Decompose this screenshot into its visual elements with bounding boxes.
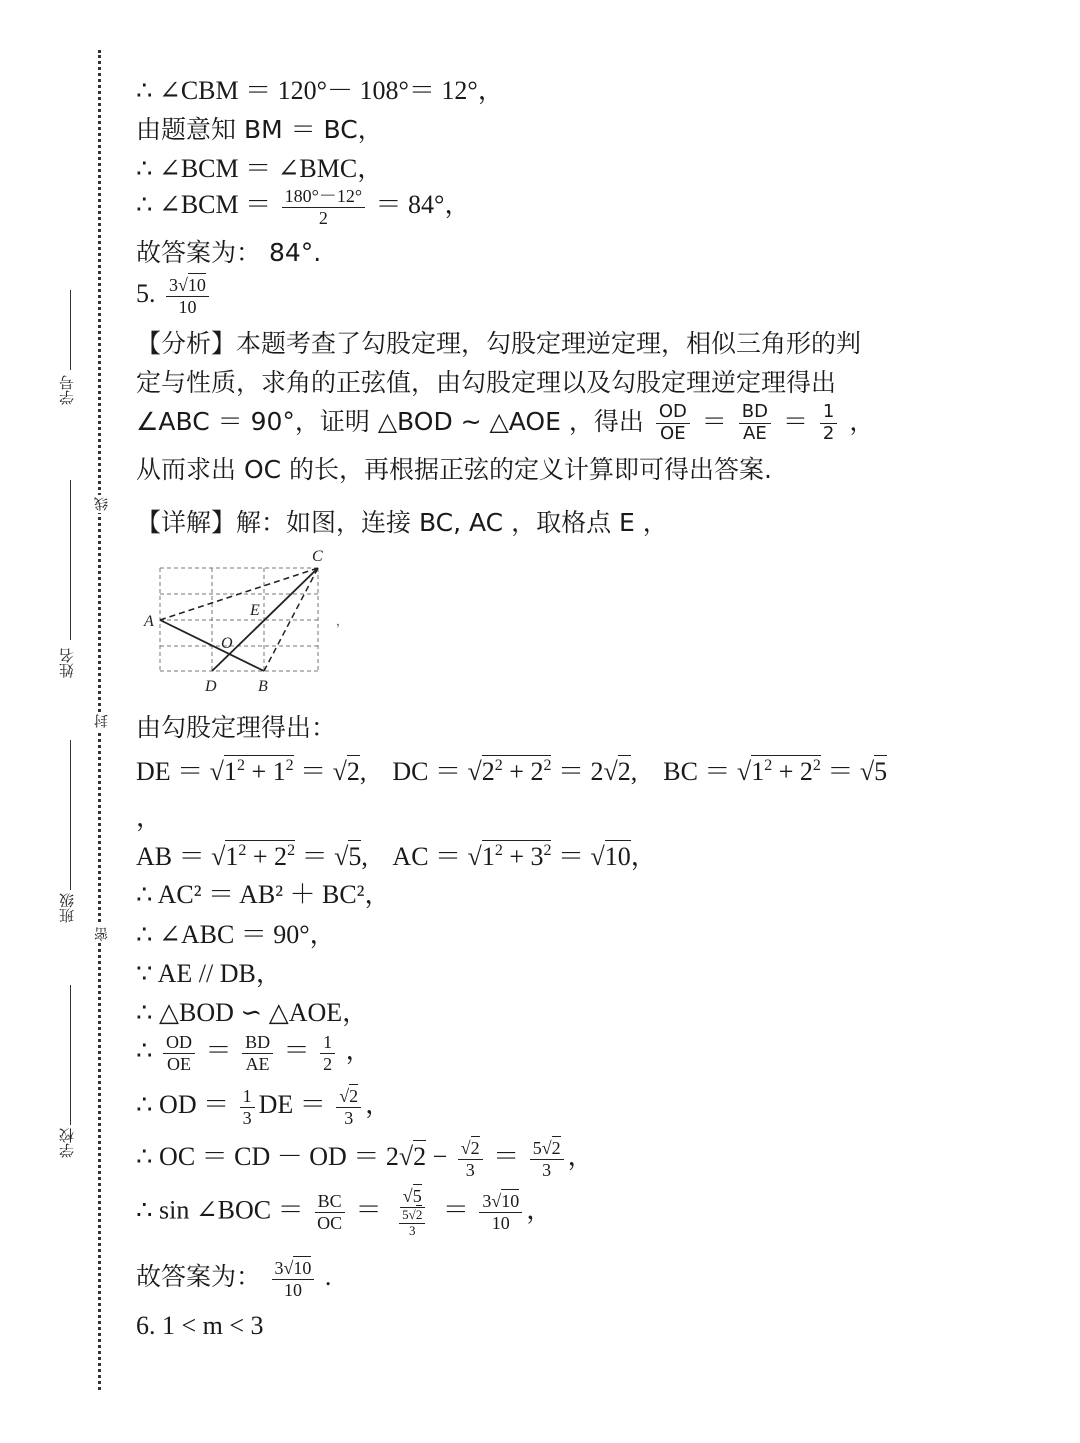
- label-c: C: [312, 548, 323, 565]
- label-e: E: [250, 602, 260, 619]
- underline-school: [70, 985, 71, 1125]
- line-oc: ∴ OC ＝ CD － OD ＝ 2√2 − $\frac{√2}{3}$ ＝ $\frac{5√2}{3}$ ，: [136, 1138, 594, 1180]
- line-ab-ac: AB ＝ $√1^2 + 2^2 = √5$, AC ＝ $√1^2 + 3^2 = √10$，: [136, 842, 657, 871]
- underline-class: [70, 740, 71, 890]
- pythagoras-line: 由勾股定理得出：: [136, 713, 337, 742]
- line-od: ∴ OD ＝ $\frac{1}{3}$ DE ＝ $\frac{√2}{3}$ ，: [136, 1086, 392, 1128]
- detail-line: 【详解】解：如图，连接 BC, AC ，取格点 E ，: [136, 508, 668, 537]
- line-ratio: ∴ $\frac{OD}{OE}$ ＝ $\frac{BD}{AE}$ ＝ $\frac{1}{2}$ ，: [136, 1032, 372, 1074]
- underline-student-id: [70, 290, 71, 370]
- mark-line: 线: [94, 497, 110, 511]
- line-abc-90: ∴ ∠ABC ＝ 90°，: [136, 920, 336, 949]
- line-final-answer: 故答案为： $\frac{3√10}{10}$ .: [136, 1258, 332, 1300]
- label-school: 学校: [58, 1128, 76, 1158]
- label-class: 班级: [58, 893, 76, 923]
- analysis-line-4: 从而求出 OC 的长，再根据正弦的定义计算即可得出答案.: [136, 455, 772, 484]
- label-a: A: [144, 613, 154, 630]
- line-similar: ∴ △BOD ∽ △AOE，: [136, 998, 369, 1027]
- label-o: O: [221, 635, 233, 652]
- line-ac-squared: ∴ AC² ＝ AB² ＋ BC²，: [136, 880, 391, 909]
- mark-secret: 密: [94, 927, 110, 941]
- underline-name: [70, 480, 71, 640]
- line-bm-bc: 由题意知 BM ＝ BC，: [136, 115, 383, 144]
- figure-trailing-comma: ，: [336, 614, 349, 628]
- line-sin-boc: ∴ sin ∠BOC ＝ $\frac{BC}{OC}$ ＝ $\frac{√5}{\frac{5√2}{3}}$ ＝ $\frac{3√10}{10}$ ，: [136, 1186, 553, 1238]
- line-cbm: ∴ ∠CBM ＝ 120°－ 108°＝ 12°，: [136, 76, 504, 105]
- line-de-dc-bc: DE ＝ $√1^2 + 1^2 = √2$, DC ＝ $√2^2 + 2^2 = 2√2$, BC ＝ $√1^2 + 2^2 = √5$: [136, 757, 888, 786]
- mark-seal: 封: [94, 714, 110, 728]
- label-student-id: 学号: [58, 375, 76, 405]
- line-comma: ，: [136, 803, 163, 832]
- line-ae-parallel-db: ∵ AE // DB，: [136, 959, 282, 988]
- label-name: 姓名: [58, 648, 76, 678]
- geometry-figure: [140, 543, 370, 698]
- analysis-line-3: ∠ABC ＝ 90°，证明 △BOD ∼ △AOE ，得出 $\frac{OD}{OE}$ ＝ $\frac{BD}{AE}$ ＝ $\frac{1}{2}$ ，: [136, 401, 875, 444]
- question-5-answer: 5. $\frac{3√10}{10}$: [136, 275, 213, 317]
- analysis-line-1: 【分析】本题考查了勾股定理，勾股定理逆定理，相似三角形的判: [136, 329, 862, 358]
- label-d: D: [205, 678, 217, 695]
- label-b: B: [258, 678, 268, 695]
- line-answer-84: 故答案为： 84°.: [136, 238, 322, 267]
- question-6-answer: 6. 1 < m < 3: [136, 1311, 264, 1340]
- analysis-line-2: 定与性质，求角的正弦值，由勾股定理以及勾股定理逆定理得出: [136, 368, 837, 397]
- line-bcm-bmc: ∴ ∠BCM ＝ ∠BMC，: [136, 154, 384, 183]
- line-bcm-value: ∴ ∠BCM ＝ $\frac{180^\circ-12^\circ}{2}$ ＝ 84°，: [136, 186, 471, 228]
